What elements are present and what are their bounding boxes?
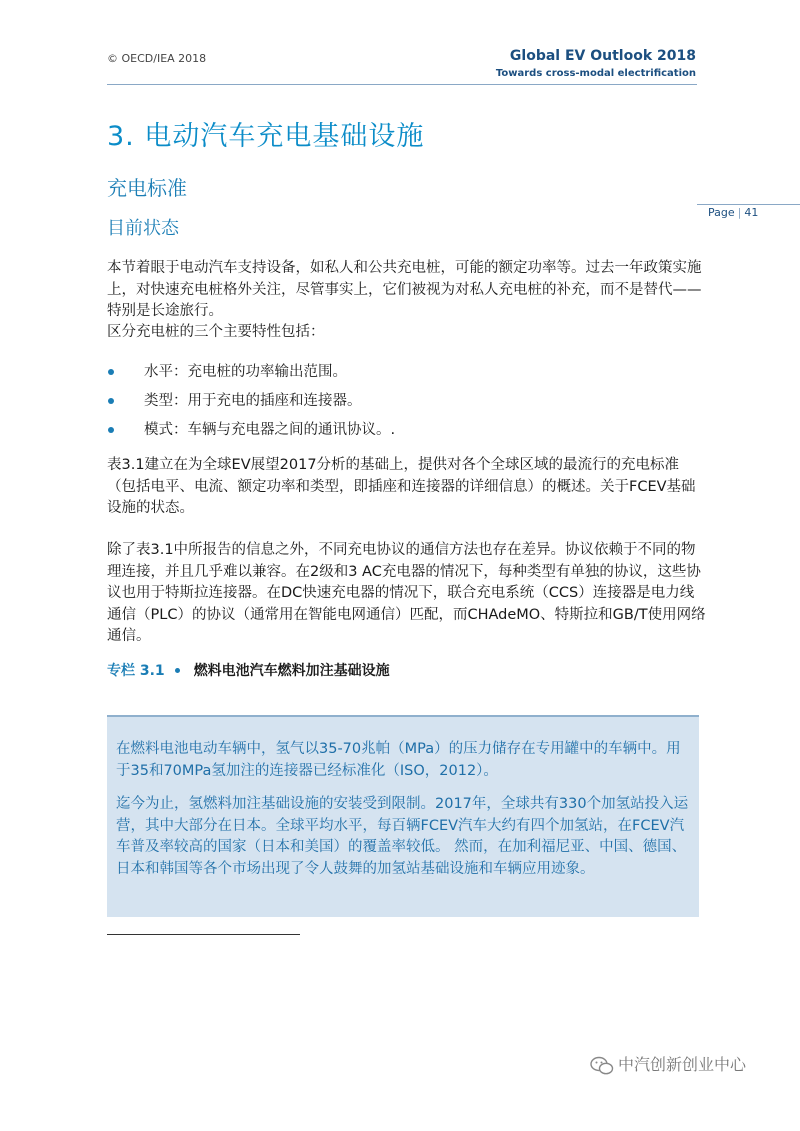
bullet-icon xyxy=(108,398,114,404)
list-item-text: 水平：充电桩的功率输出范围。 xyxy=(144,364,347,380)
footnote-divider xyxy=(107,934,300,935)
box-paragraph: 在燃料电池电动车辆中，氢气以35-70兆帕（MPa）的压力储存在专用罐中的车辆中。用于35和70MPa氢加注的连接器已经标准化（ISO，2012）。 xyxy=(116,741,681,779)
box-heading xyxy=(107,660,390,680)
list-item-text: 模式：车辆与充电器之间的通讯协议。. xyxy=(144,422,396,438)
page-separator: | xyxy=(737,206,742,219)
report-subtitle: Towards cross-modal electrification xyxy=(495,68,696,79)
info-box xyxy=(107,715,699,917)
wechat-icon xyxy=(590,1056,614,1076)
bullet-icon xyxy=(175,668,180,673)
intro-paragraph: 本节着眼于电动汽车支持设备，如私人和公共充电桩，可能的额定功率等。过去一年政策实施上，对快速充电桩格外关注，尽管事实上，它们被视为对私人充电桩的补充，而不是替代——特别是长途旅行。 xyxy=(107,260,702,319)
list-item-text: 类型：用于充电的插座和连接器。 xyxy=(144,393,362,409)
table-overview-paragraph: 表3.1建立在为全球EV展望2017分析的基础上，提供对各个全球区域的最流行的充电标准（包括电平、电流、额定功率和类型，即插座和连接器的详细信息）的概述。关于FCEV基础设施的状态。 xyxy=(107,457,696,516)
section-heading: 充电标准 xyxy=(107,176,187,200)
page-number-divider xyxy=(697,204,800,205)
list-item xyxy=(107,420,707,449)
box-title: 燃料电池汽车燃料加注基础设施 xyxy=(193,663,390,679)
features-intro: 区分充电桩的三个主要特性包括： xyxy=(107,324,325,340)
bullet-icon xyxy=(108,427,114,433)
box-label: 专栏 3.1 xyxy=(107,663,165,679)
protocol-paragraph: 除了表3.1中所报告的信息之外，不同充电协议的通信方法也存在差异。协议依赖于不同的物理连接，并且几乎难以兼容。在2级和3 AC充电器的情况下，每种类型有单独的协议，这些协议也用于特斯拉连接器。在DC快速充电器的情况下，联合充电系统（CCS）连接器是电力线通信（PLC）的协议（通常用在智能电网通信）匹配，而CHAdeMO、特斯拉和GB/T使用网络通信。 xyxy=(107,542,706,644)
bullet-icon xyxy=(108,369,114,375)
page-number-value: 41 xyxy=(744,206,759,219)
report-title: Global EV Outlook 2018 xyxy=(509,48,696,64)
page-label: Page xyxy=(708,206,735,219)
list-item xyxy=(107,362,707,391)
watermark-text: 中汽创新创业中心 xyxy=(618,1055,747,1074)
header-divider xyxy=(107,84,697,85)
copyright-notice: © OECD/IEA 2018 xyxy=(107,52,207,65)
watermark xyxy=(590,1052,746,1076)
box-paragraph: 迄今为止，氢燃料加注基础设施的安装受到限制。2017年，全球共有330个加氢站投入运营，其中大部分在日本。全球平均水平，每百辆FCEV汽车大约有四个加氢站，在FCEV汽车普及率较高的国家（日本和美国）的覆盖率较低。 然而，在加利福尼亚、中国、德国、日本和韩国等各个市场出现了令人鼓舞的加氢站基础设施和车辆应用迹象。 xyxy=(116,796,689,877)
list-item xyxy=(107,391,707,420)
features-list xyxy=(107,362,707,449)
page-number xyxy=(708,206,758,219)
chapter-heading: 3. 电动汽车充电基础设施 xyxy=(107,121,425,152)
subsection-heading: 目前状态 xyxy=(107,218,179,239)
